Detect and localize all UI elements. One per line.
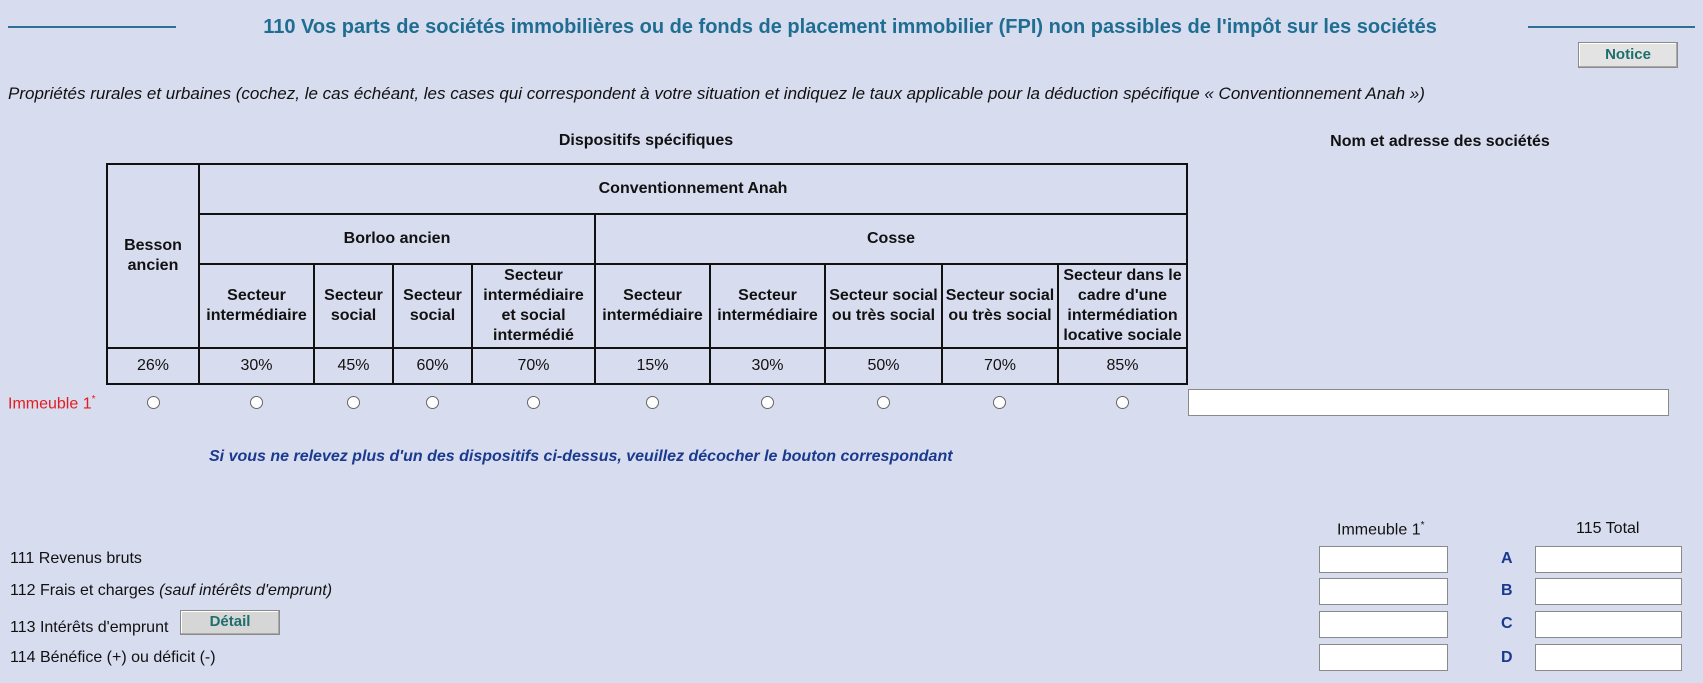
section-title: 110 Vos parts de sociétés immobilières ou de fonds de placement immobilier (FPI) non passibles de l'impôt sur les sociétés — [263, 16, 1437, 38]
row-label-benefice — [10, 649, 216, 667]
interets-emprunt-total-input[interactable] — [1535, 611, 1682, 638]
immeuble-label — [8, 394, 96, 413]
immeuble-label-text: Immeuble 1 — [8, 395, 92, 413]
row-letter: D — [1501, 649, 1513, 666]
section-title-bar — [0, 16, 1703, 40]
column-header: Secteur intermédiaire — [199, 264, 314, 348]
revenus-bruts-immeuble-input[interactable] — [1319, 546, 1448, 573]
column-header: Secteur social ou très social — [942, 264, 1058, 348]
hint-text: Si vous ne relevez plus d'un des dispositifs ci-dessus, veuillez décocher le bouton correspondant — [209, 448, 953, 465]
column-header: Secteur intermédiaire — [595, 264, 710, 348]
title-rule-right — [1528, 26, 1695, 28]
rate-cell: 70% — [942, 348, 1058, 384]
column-header: Secteur intermédiaire — [710, 264, 825, 348]
societe-name-input[interactable] — [1188, 389, 1669, 416]
besson-header: Besson ancien — [107, 164, 199, 348]
col-header-immeuble — [1337, 520, 1425, 539]
rate-cell: 60% — [393, 348, 472, 384]
column-header: Secteur social ou très social — [825, 264, 942, 348]
radio-cosse-intermediaire-15[interactable] — [646, 396, 659, 409]
notice-button[interactable]: Notice — [1578, 42, 1678, 68]
radio-borloo-intermedie[interactable] — [527, 396, 540, 409]
row-label-revenus — [10, 550, 142, 568]
rate-cell: 30% — [710, 348, 825, 384]
row-label-text: 114 Bénéfice (+) ou déficit (-) — [10, 649, 216, 666]
interets-emprunt-immeuble-input[interactable] — [1319, 611, 1448, 638]
col-header-immeuble-text: Immeuble 1 — [1337, 521, 1421, 539]
row-label-text: 113 Intérêts d'emprunt — [10, 619, 169, 636]
column-header: Secteur social — [393, 264, 472, 348]
row-label-interets — [10, 619, 168, 637]
conventionnement-header: Conventionnement Anah — [199, 164, 1187, 214]
title-rule-left — [8, 26, 176, 28]
required-mark: * — [91, 394, 96, 405]
rate-cell: 50% — [825, 348, 942, 384]
radio-borloo-intermediaire[interactable] — [250, 396, 263, 409]
rate-cell: 15% — [595, 348, 710, 384]
dispositifs-table — [106, 163, 1188, 385]
radio-borloo-social-45[interactable] — [347, 396, 360, 409]
row-letter: B — [1501, 582, 1513, 599]
cosse-header: Cosse — [595, 214, 1187, 264]
detail-button[interactable]: Détail — [180, 610, 280, 635]
required-mark: * — [1420, 520, 1425, 531]
row-label-text: 111 Revenus bruts — [10, 550, 142, 567]
dispositifs-heading: Dispositifs spécifiques — [558, 132, 734, 149]
borloo-header: Borloo ancien — [199, 214, 595, 264]
row-label-text: 112 Frais et charges — [10, 582, 160, 599]
col-header-total: 115 Total — [1576, 520, 1640, 537]
radio-besson[interactable] — [147, 396, 160, 409]
benefice-deficit-immeuble-input[interactable] — [1319, 644, 1448, 671]
row-label-frais — [10, 582, 332, 600]
column-header: Secteur dans le cadre d'une intermédiation locative sociale — [1058, 264, 1187, 348]
rate-cell: 26% — [107, 348, 199, 384]
rate-cell: 85% — [1058, 348, 1187, 384]
societes-heading: Nom et adresse des sociétés — [1330, 133, 1550, 150]
intro-text: Propriétés rurales et urbaines (cochez, le cas échéant, les cases qui correspondent à votre situation et indiquez le taux applicable pour la déduction spécifique « Conventionnement Anah ») — [8, 84, 1425, 103]
row-letter: A — [1501, 550, 1513, 567]
rate-cell: 70% — [472, 348, 595, 384]
frais-charges-immeuble-input[interactable] — [1319, 578, 1448, 605]
column-header: Secteur intermédiaire et social intermédié — [472, 264, 595, 348]
frais-charges-total-input[interactable] — [1535, 578, 1682, 605]
radio-cosse-social-50[interactable] — [877, 396, 890, 409]
radio-cosse-intermediaire-30[interactable] — [761, 396, 774, 409]
rate-cell: 30% — [199, 348, 314, 384]
column-header: Secteur social — [314, 264, 393, 348]
benefice-deficit-total-input[interactable] — [1535, 644, 1682, 671]
radio-cosse-social-70[interactable] — [993, 396, 1006, 409]
radio-borloo-social-60[interactable] — [426, 396, 439, 409]
revenus-bruts-total-input[interactable] — [1535, 546, 1682, 573]
radio-cosse-intermediation-85[interactable] — [1116, 396, 1129, 409]
rate-cell: 45% — [314, 348, 393, 384]
row-label-note: (sauf intérêts d'emprunt) — [159, 582, 333, 599]
row-letter: C — [1501, 615, 1513, 632]
